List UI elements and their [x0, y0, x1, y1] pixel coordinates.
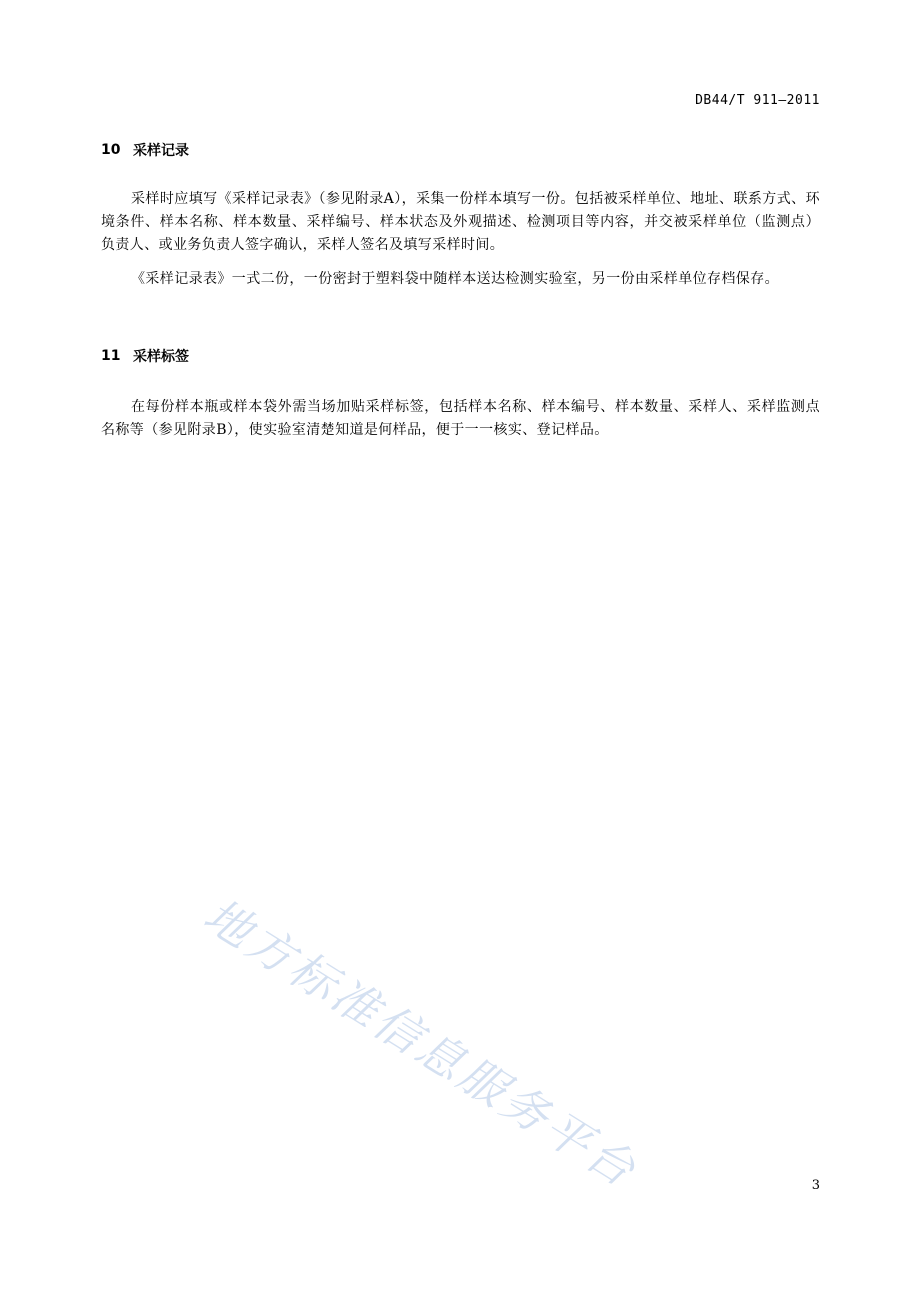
- section-title: 采样记录: [133, 143, 189, 159]
- page-number: 3: [811, 1178, 820, 1193]
- section-heading-sampling-label: [101, 346, 189, 366]
- watermark: 地方标准信息服务平台: [194, 887, 648, 1199]
- paragraph: 《采样记录表》一式二份，一份密封于塑料袋中随样本送达检测实验室，另一份由采样单位存档保存。: [131, 271, 779, 287]
- paragraph: 采样时应填写《采样记录表》（参见附录A），采集一份样本填写一份。包括被采样单位、地址、联系方式、环境条件、样本名称、样本数量、采样编号、样本状态及外观描述、检测项目等内容，并交被采样单位（监测点）负责人、或业务负责人签字确认，采样人签名及填写采样时间。: [101, 191, 820, 253]
- document-code: DB44/T 911—2011: [695, 93, 820, 108]
- section-number: 10: [101, 142, 121, 158]
- section-title: 采样标签: [133, 349, 189, 365]
- section-number: 11: [101, 348, 121, 364]
- section-heading-sampling-record: [101, 140, 189, 160]
- paragraph: 在每份样本瓶或样本袋外需当场加贴采样标签，包括样本名称、样本编号、样本数量、采样人、采样监测点名称等（参见附录B），使实验室清楚知道是何样品，便于一一核实、登记样品。: [101, 399, 820, 438]
